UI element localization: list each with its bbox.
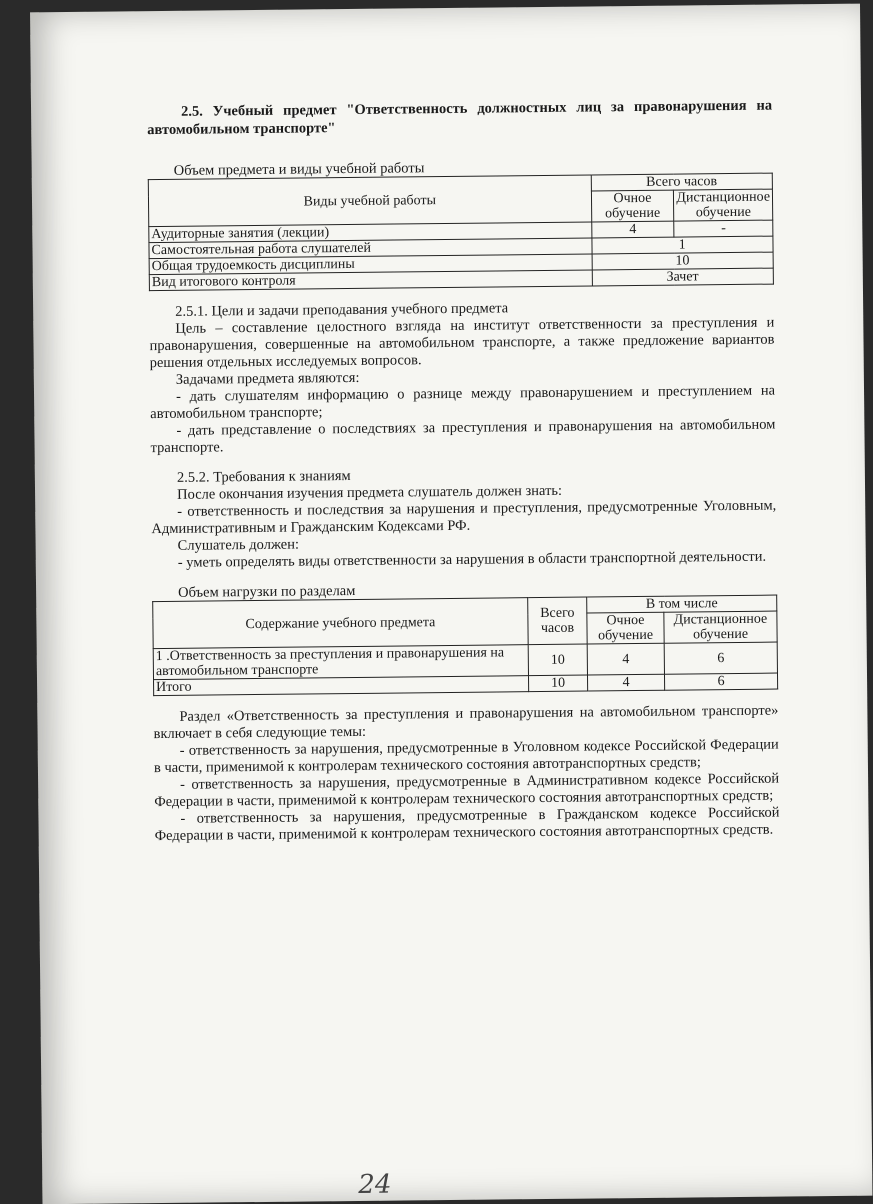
row-label: 1 .Ответственность за преступления и правонарушения на автомобильном транспорте bbox=[153, 645, 528, 680]
row-label: Аудиторные занятия (лекции) bbox=[149, 222, 592, 243]
cell-total: 10 bbox=[528, 675, 587, 692]
row-label: Вид итогового контроля bbox=[149, 270, 592, 291]
topic-2: - ответственность за нарушения, предусмотренные в Административном кодексе Российской Федерации в части, применимой к контролерам технического состояния автотранспортных средств; bbox=[154, 770, 780, 811]
s251-task-1: - дать слушателям информацию о разнице между правонарушением и преступлением на автомобильном транспорте; bbox=[150, 382, 776, 423]
section-intro: Раздел «Ответственность за преступления и правонарушения на автомобильном транспорте» включает в себя следующие темы: bbox=[153, 702, 779, 743]
section-heading: 2.5. Учебный предмет "Ответственность должностных лиц за правонарушения на автомобильном транспорте" bbox=[147, 97, 773, 139]
col-including: В том числе bbox=[587, 595, 777, 613]
document-content bbox=[147, 97, 780, 846]
s252-must-1: - уметь определять виды ответственности за нарушения в области транспортной деятельности. bbox=[177, 548, 767, 571]
col-distance: Дистанционное обучение bbox=[674, 189, 773, 221]
col-content: Содержание учебного предмета bbox=[153, 598, 528, 649]
row-label: Общая трудоемкость дисциплины bbox=[149, 254, 592, 275]
table2-caption: Объем нагрузки по разделам bbox=[178, 582, 356, 601]
row-label: Самостоятельная работа слушателей bbox=[149, 238, 592, 259]
col-fulltime: Очное обучение bbox=[591, 190, 674, 222]
document-page bbox=[30, 4, 872, 1204]
s252-must-title: Слушатель должен: bbox=[177, 536, 300, 554]
col-total-hours: Всего часов bbox=[591, 173, 773, 191]
topic-3: - ответственность за нарушения, предусмотренные в Гражданском кодексе Российской Федерации в части, применимой к контролерам технического состояния автотранспортных средств. bbox=[154, 804, 780, 845]
col-total: Всего часов bbox=[528, 597, 587, 645]
s251-goal: Цель – составление целостного взгляда на институт ответственности за преступления и правонарушения, совершенные на автомобильном транспорте, а также предложение вариантов решения отдельных исследуемых вопросов. bbox=[149, 314, 775, 372]
s252-know-1: - ответственность и последствия за нарушения и преступления, предусмотренные Уголовным, Административным и Гражданским Кодексами РФ. bbox=[151, 497, 777, 538]
page-number: 24 bbox=[358, 1169, 392, 1200]
cell-value: Зачет bbox=[592, 268, 774, 286]
cell-fulltime: 4 bbox=[587, 674, 664, 691]
col-distance: Дистанционное обучение bbox=[664, 611, 777, 643]
sections-table bbox=[152, 595, 778, 697]
cell-fulltime: 4 bbox=[587, 643, 664, 675]
cell-fulltime: 4 bbox=[591, 221, 674, 238]
col-work-type: Виды учебной работы bbox=[148, 175, 591, 227]
s251-task-2: - дать представление о последствиях за преступления и правонарушения на автомобильном транспорте. bbox=[150, 416, 776, 457]
cell-value: 1 bbox=[591, 236, 773, 254]
col-fulltime: Очное обучение bbox=[587, 612, 664, 644]
s251-tasks-title: Задачами предмета являются: bbox=[175, 369, 360, 388]
row-label: Итого bbox=[154, 676, 529, 696]
cell-value: 10 bbox=[592, 252, 774, 270]
s251-title: 2.5.1. Цели и задачи преподавания учебного предмета bbox=[175, 300, 509, 320]
cell-distance: - bbox=[674, 220, 773, 237]
s252-title: 2.5.2. Требования к знаниям bbox=[176, 468, 351, 486]
table1-caption: Объем предмета и виды учебной работы bbox=[173, 160, 425, 179]
workload-table bbox=[148, 173, 774, 292]
s252-intro: После окончания изучения предмета слушатель должен знать: bbox=[176, 482, 563, 503]
cell-distance: 6 bbox=[664, 642, 777, 674]
cell-total: 10 bbox=[528, 644, 587, 676]
topic-1: - ответственность за нарушения, предусмотренные в Уголовном кодексе Российской Федерации в части, применимой к контролерам технического состояния автотранспортных средств; bbox=[153, 736, 779, 777]
cell-distance: 6 bbox=[664, 673, 777, 690]
